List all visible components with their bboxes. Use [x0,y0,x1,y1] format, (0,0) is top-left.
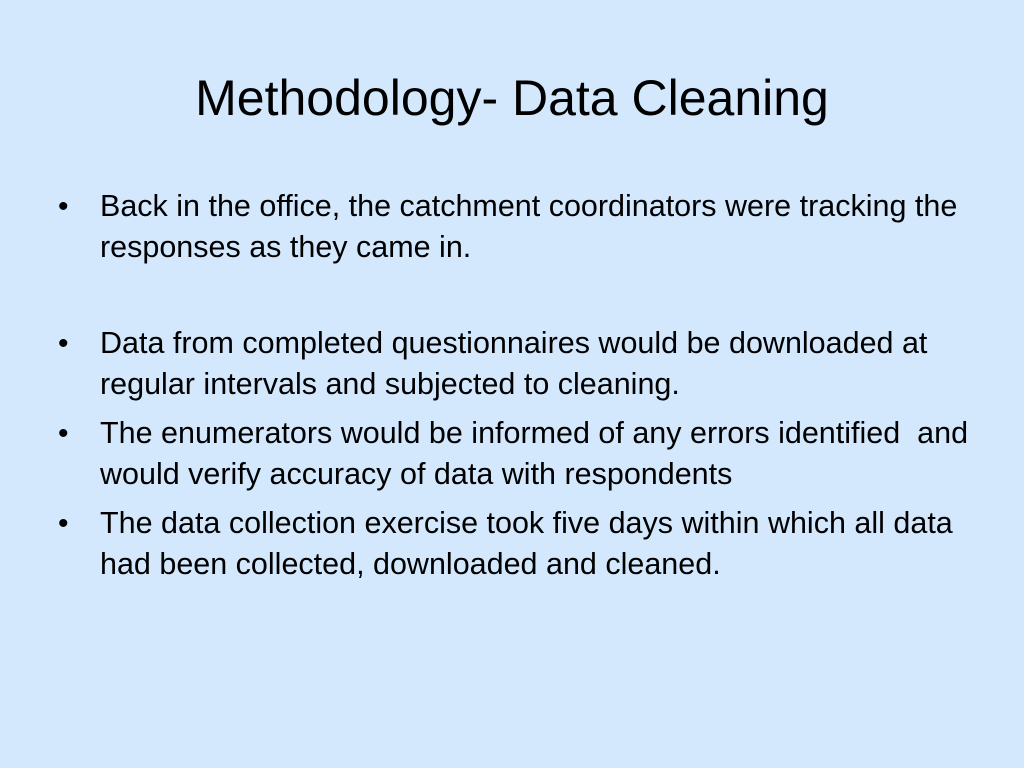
bullet-icon: • [58,507,69,540]
slide-title: Methodology- Data Cleaning [195,70,829,126]
bullet-icon: • [58,327,69,360]
bullet-icon: • [58,417,69,450]
bullet-text: Back in the office, the catchment coordinators were tracking the responses as they came in. [100,189,966,264]
bullet-item [58,503,988,585]
bullet-item [58,323,988,405]
bullet-icon: • [58,190,69,223]
bullet-list [58,186,988,593]
bullet-item [58,186,988,268]
bullet-text: The enumerators would be informed of any errors identified and would verify accuracy of data with respondents [100,416,977,491]
bullet-item [58,413,988,495]
bullet-text: Data from completed questionnaires would be downloaded at regular intervals and subjected to cleaning. [100,326,936,401]
bullet-text: The data collection exercise took five days within which all data had been collected, downloaded and cleaned. [100,506,962,581]
